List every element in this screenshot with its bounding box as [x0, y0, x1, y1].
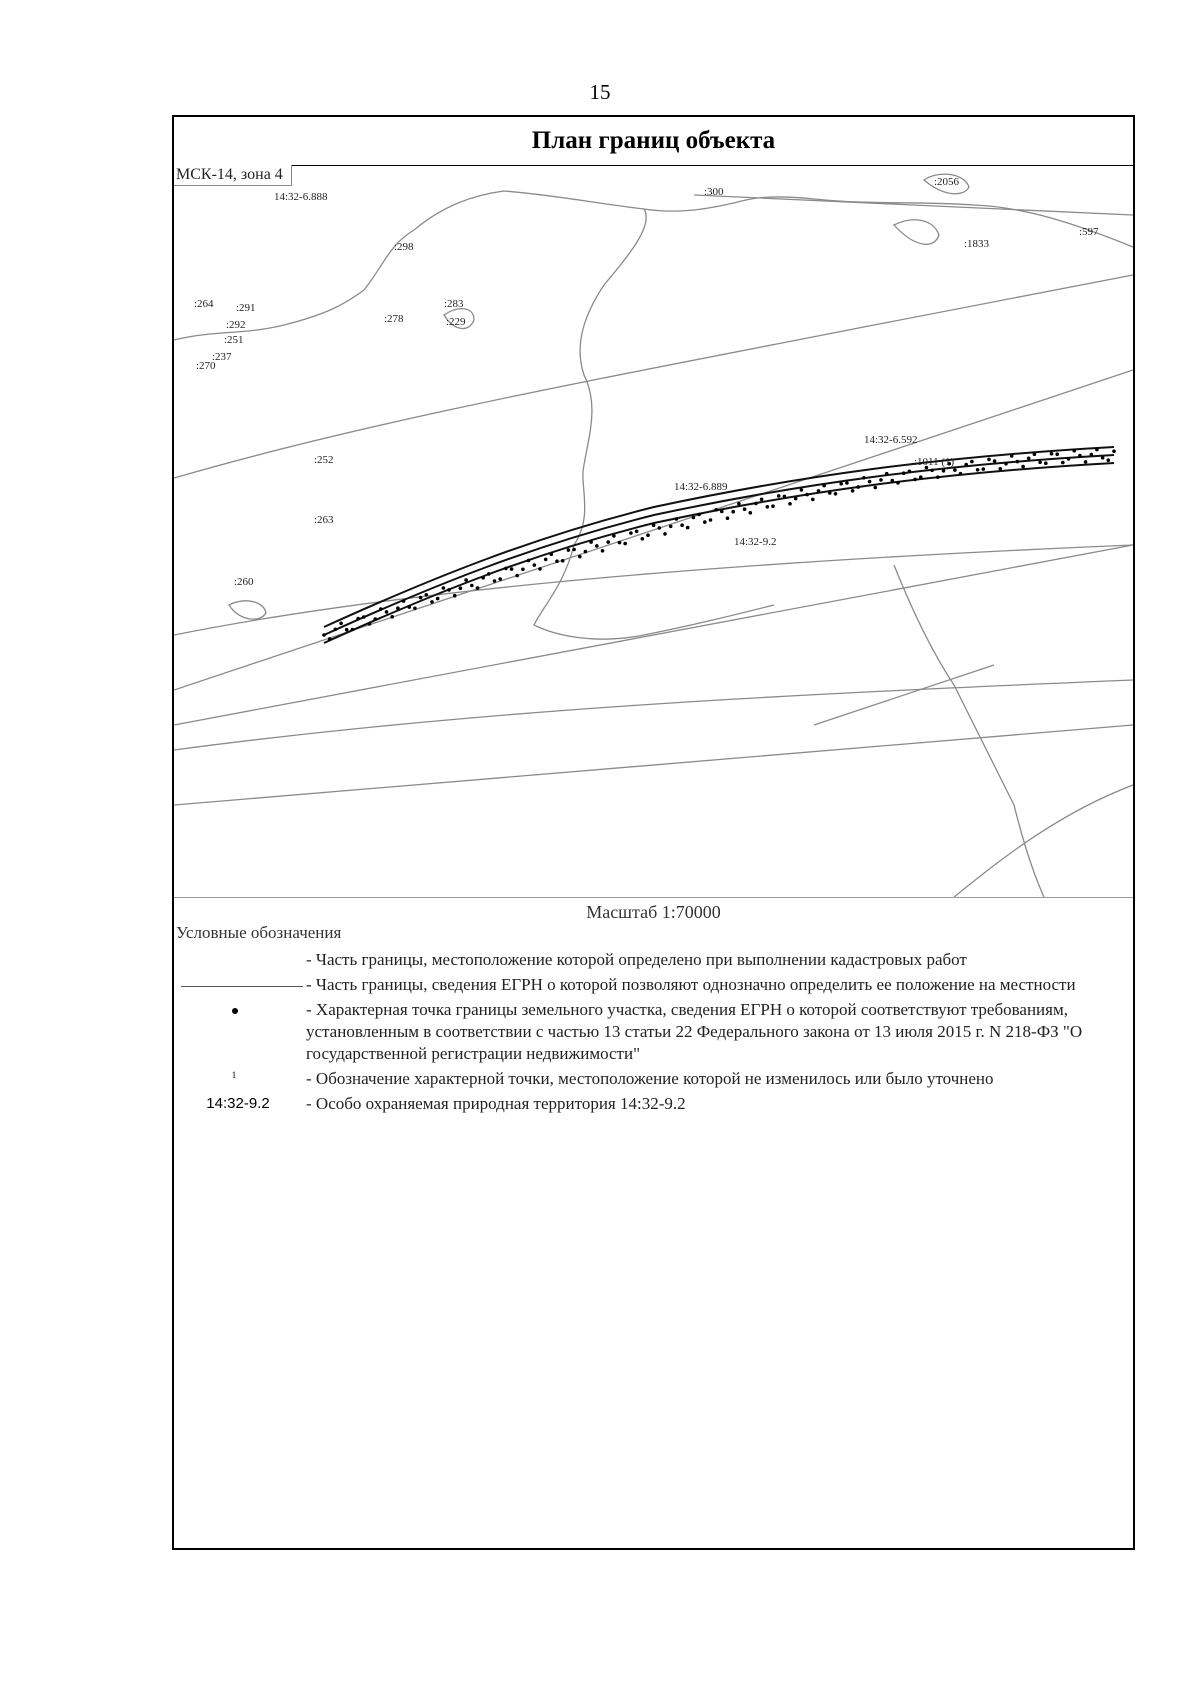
vertex-dot — [567, 548, 571, 552]
vertex-dot — [390, 615, 394, 619]
vertex-dot — [726, 516, 730, 520]
vertex-dot — [510, 567, 514, 571]
vertex-dot — [1061, 461, 1065, 465]
vertex-dot — [771, 504, 775, 508]
legend-row — [174, 1068, 1133, 1090]
map-scale: Масштаб 1:70000 — [174, 897, 1133, 923]
vertex-dot — [930, 469, 934, 473]
vertex-dot — [339, 622, 343, 626]
vertex-dot — [862, 476, 866, 480]
map-label: :283 — [444, 298, 464, 310]
map-label: 14:32-6.889 — [674, 481, 728, 493]
vertex-dot — [413, 607, 417, 611]
vertex-dot — [703, 520, 707, 524]
vertex-dot — [345, 628, 349, 632]
vertex-dot — [408, 605, 412, 609]
legend-text: - Обозначение характерной точки, местоположение которой не изменилось или было уточнено — [306, 1069, 994, 1088]
vertex-dot — [561, 559, 565, 563]
vertex-dot — [351, 628, 355, 632]
vertex-dot — [908, 470, 912, 474]
boundary-line — [174, 545, 1133, 725]
vertex-dot — [652, 523, 656, 527]
vertex-dot — [692, 516, 696, 520]
vertex-dot — [902, 471, 906, 475]
vertex-dot — [868, 480, 872, 484]
map-label: :1011 (1) — [914, 456, 955, 468]
vertex-dot — [1004, 462, 1008, 466]
vertex-dot — [544, 558, 548, 562]
vertex-dot — [1016, 460, 1020, 464]
vertex-dot — [697, 513, 701, 517]
vertex-dot — [993, 459, 997, 463]
boundary-line — [174, 680, 1133, 750]
vertex-dot — [572, 548, 576, 552]
vertex-dot — [1021, 465, 1025, 469]
vertex-dot — [942, 469, 946, 473]
vertex-dot — [788, 502, 792, 506]
vertex-dot — [714, 508, 718, 512]
legend-symbol-dot — [174, 999, 306, 1021]
vertex-dot — [368, 622, 372, 626]
vertex-dot — [885, 472, 889, 476]
vertex-dot — [936, 475, 940, 479]
vertex-dot — [515, 574, 519, 578]
vertex-dot — [856, 485, 860, 489]
vertex-dot — [1084, 460, 1088, 464]
vertex-dot — [487, 572, 491, 576]
vertex-dot — [675, 517, 679, 521]
vertex-dot — [874, 486, 878, 490]
vertex-dot — [470, 584, 474, 588]
vertex-dot — [709, 518, 713, 522]
vertex-dot — [1101, 456, 1105, 460]
page-number: 15 — [589, 80, 611, 104]
vertex-dot — [1033, 452, 1037, 456]
map-label: :1833 — [964, 238, 990, 250]
map-label: :252 — [314, 454, 334, 466]
vertex-dot — [879, 478, 883, 482]
vertex-dot — [538, 567, 542, 571]
map-label: :298 — [394, 241, 414, 253]
map-label: :270 — [196, 360, 216, 372]
vertex-dot — [737, 502, 741, 506]
vertex-dot — [589, 540, 593, 544]
vertex-dot — [504, 567, 508, 571]
map-label: :292 — [226, 319, 246, 331]
vertex-dot — [459, 586, 463, 590]
vertex-dot — [612, 534, 616, 538]
boundary-line — [174, 545, 1133, 635]
vertex-dot — [635, 530, 639, 534]
vertex-dot — [658, 526, 662, 530]
vertex-dot — [1027, 457, 1031, 461]
vertex-dot — [521, 568, 525, 572]
vertex-dot — [766, 505, 770, 509]
vertex-dot — [550, 552, 554, 556]
vertex-dot — [555, 559, 559, 563]
vertex-dot — [328, 637, 332, 641]
vertex-dot — [385, 610, 389, 614]
boundary-map[interactable] — [174, 165, 1133, 897]
vertex-dot — [447, 588, 451, 592]
vertex-dot — [743, 507, 747, 511]
vertex-dot — [373, 617, 377, 621]
vertex-dot — [425, 593, 429, 597]
vertex-dot — [362, 615, 366, 619]
vertex-dot — [970, 460, 974, 464]
boundary-line — [174, 370, 1133, 690]
vertex-dot — [1067, 457, 1071, 461]
vertex-dot — [623, 542, 627, 546]
boundary-line — [174, 275, 1133, 478]
legend-symbol-empty — [174, 949, 306, 971]
vertex-dot — [1038, 461, 1042, 465]
vertex-dot — [453, 594, 457, 598]
object-boundary — [324, 447, 1114, 643]
map-label: :597 — [1079, 226, 1099, 238]
vertex-dot — [720, 510, 724, 514]
vertex-dot — [760, 498, 764, 502]
vertex-dot — [822, 484, 826, 488]
vertex-dot — [1055, 452, 1059, 456]
vertex-dot — [1010, 454, 1014, 458]
vertex-dot — [686, 526, 690, 530]
vertex-dot — [442, 586, 446, 590]
vertex-dot — [436, 597, 440, 601]
vertex-dot — [896, 481, 900, 485]
vertex-dot — [891, 479, 895, 483]
vertex-dot — [419, 596, 423, 600]
legend-text: - Часть границы, местоположение которой определено при выполнении кадастровых работ — [306, 950, 967, 969]
vertex-dot — [919, 475, 923, 479]
vertex-dot — [964, 463, 968, 467]
vertex-dot — [334, 628, 338, 632]
vertex-dot — [493, 579, 497, 583]
vertex-dot — [987, 458, 991, 462]
road-line — [954, 785, 1133, 897]
vertex-dot — [476, 586, 480, 590]
vertex-dot — [481, 576, 485, 580]
vertex-dot — [533, 563, 537, 567]
vertex-dot — [527, 559, 531, 563]
road-line — [814, 665, 994, 725]
vertex-dot — [601, 549, 605, 553]
vertex-dot — [976, 468, 980, 472]
road-line — [174, 191, 1133, 340]
vertex-dot — [606, 540, 610, 544]
vertex-dot — [805, 493, 809, 497]
map-label: 14:32-6.888 — [274, 191, 328, 203]
vertex-dot — [1044, 461, 1048, 465]
vertex-dot — [1050, 452, 1054, 456]
vertex-dot — [1112, 449, 1116, 453]
vertex-dot — [1107, 458, 1111, 462]
plan-frame — [172, 115, 1135, 1550]
vertex-dot — [578, 555, 582, 559]
legend-text: - Особо охраняемая природная территория 14:32-9.2 — [306, 1094, 686, 1113]
map-label: :291 — [236, 302, 256, 314]
coordinate-system-label: МСК-14, зона 4 — [174, 165, 292, 186]
legend-symbol-code: 14:32-9.2 — [206, 1095, 270, 1112]
legend-title: Условные обозначения — [176, 923, 342, 942]
road-line — [229, 601, 266, 619]
vertex-dot — [1072, 449, 1076, 453]
vertex-dot — [498, 577, 502, 581]
vertex-dot — [646, 533, 650, 537]
map-label: :300 — [704, 186, 724, 198]
map-label: 14:32-6.592 — [864, 434, 918, 446]
vertex-dot — [913, 478, 917, 482]
vertex-dot — [629, 531, 633, 535]
road-line — [894, 565, 1044, 897]
vertex-dot — [839, 482, 843, 486]
vertex-dot — [731, 510, 735, 514]
vertex-dot — [1090, 453, 1094, 457]
vertex-dot — [999, 467, 1003, 471]
map-label: :260 — [234, 576, 254, 588]
road-line — [534, 545, 774, 639]
map-label: :264 — [194, 298, 214, 310]
vertex-dot — [464, 578, 468, 582]
vertex-dot — [749, 511, 753, 515]
legend-row — [174, 1093, 1133, 1115]
legend-symbol-number: 1 — [231, 1070, 237, 1080]
vertex-dot — [584, 550, 588, 554]
vertex-dot — [641, 537, 645, 541]
vertex-dot — [1078, 454, 1082, 458]
vertex-dot — [754, 502, 758, 506]
vertex-dot — [959, 472, 963, 476]
vertex-dot — [777, 494, 781, 498]
vertex-dot — [663, 532, 667, 536]
vertex-dot — [595, 544, 599, 548]
map-label: :263 — [314, 514, 334, 526]
vertex-dot — [828, 491, 832, 495]
map-label: 14:32-9.2 — [734, 536, 777, 548]
vertex-dot — [618, 541, 622, 545]
legend-symbol-line — [174, 974, 306, 996]
legend-row — [174, 949, 1133, 971]
boundary-line — [174, 725, 1133, 805]
vertex-dot — [680, 523, 684, 527]
legend-row — [174, 974, 1133, 996]
vertex-dot — [402, 599, 406, 603]
vertex-dot — [379, 607, 383, 611]
road-line — [694, 195, 1133, 215]
vertex-dot — [396, 606, 400, 610]
vertex-dot — [322, 633, 326, 637]
map-label: :2056 — [934, 176, 960, 188]
map-label: :278 — [384, 313, 404, 325]
vertex-dot — [811, 498, 815, 502]
vertex-dot — [953, 468, 957, 472]
vertex-dot — [430, 600, 434, 604]
vertex-dot — [982, 467, 986, 471]
vertex-dot — [783, 495, 787, 499]
legend-text: - Характерная точка границы земельного участка, сведения ЕГРН о которой соответствуют требованиям, установленным в соответствии с частью 13 статьи 22 Федерального закона от 13 июля 2015 г. N 218-ФЗ "О государственной регистрации недвижимости" — [306, 1000, 1083, 1063]
road-line — [894, 220, 939, 245]
map-label: :229 — [446, 316, 466, 328]
vertex-dot — [851, 489, 855, 493]
vertex-dot — [845, 481, 849, 485]
vertex-dot — [669, 525, 673, 529]
legend-row — [174, 999, 1133, 1065]
vertex-dot — [1095, 448, 1099, 452]
legend — [174, 949, 1133, 1118]
vertex-dot — [356, 617, 360, 621]
map-label: :237 — [212, 351, 232, 363]
vertex-dot — [800, 488, 804, 492]
map-label: :251 — [224, 334, 244, 346]
plan-title: План границ объекта — [174, 117, 1133, 166]
vertex-dot — [817, 489, 821, 493]
boundary-vertices — [322, 448, 1116, 641]
vertex-dot — [834, 492, 838, 496]
vertex-dot — [794, 497, 798, 501]
legend-text: - Часть границы, сведения ЕГРН о которой позволяют однозначно определить ее положение на местности — [306, 975, 1076, 994]
